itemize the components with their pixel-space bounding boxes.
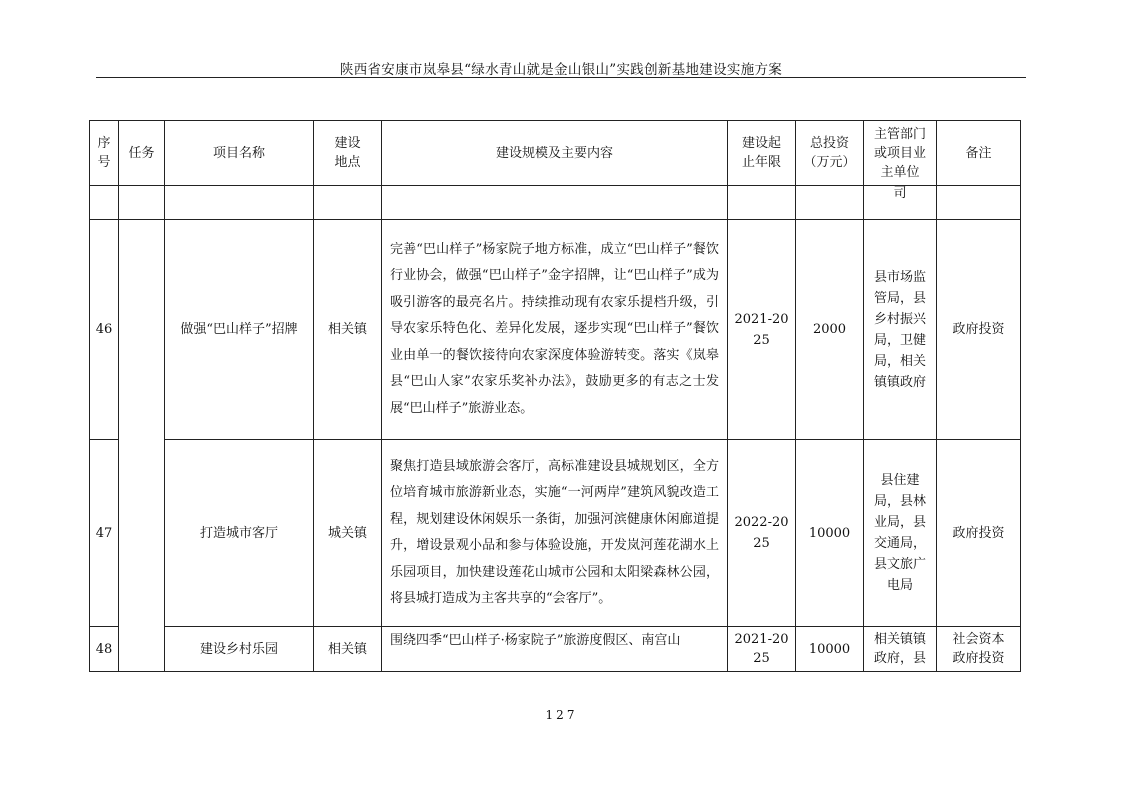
project-name: 做强“巴山样子”招牌 xyxy=(165,220,314,440)
table-header-row xyxy=(90,121,1021,186)
page-number: 127 xyxy=(545,708,578,722)
project-content: 完善“巴山样子”杨家院子地方标准，成立“巴山样子”餐饮行业协会，做强“巴山样子”金字招牌，让“巴山样子”成为吸引游客的最亮名片。持续推动现有农家乐提档升级，引导农家乐特色化、差异化发展，逐步实现“巴山样子”餐饮业由单一的餐饮接待向农家深度体验游转变。落实《岚皋县“巴山人家”农家乐奖补办法》，鼓励更多的有志之士发展“巴山样子”旅游业态。 xyxy=(382,220,728,440)
column-header-content: 建设规模及主要内容 xyxy=(382,121,728,186)
project-location: 相关镇 xyxy=(314,220,382,440)
project-table xyxy=(89,120,1021,672)
project-remark: 政府投资 xyxy=(937,440,1021,627)
task-cell xyxy=(119,220,165,672)
column-header-no: 序号 xyxy=(90,121,119,186)
column-header-location: 建设地点 xyxy=(314,121,382,186)
table-row xyxy=(90,627,1021,672)
project-name: 建设乡村乐园 xyxy=(165,627,314,672)
project-investment: 10000 xyxy=(796,440,864,627)
project-content: 围绕四季“巴山样子·杨家院子”旅游度假区、南宫山 xyxy=(382,627,728,672)
project-investment: 2000 xyxy=(796,220,864,440)
table-row xyxy=(90,220,1021,440)
project-dept: 相关镇镇政府，县 xyxy=(864,627,937,672)
row-number: 48 xyxy=(90,627,119,672)
project-investment: 10000 xyxy=(796,627,864,672)
column-header-remark: 备注 xyxy=(937,121,1021,186)
project-remark: 社会资本政府投资 xyxy=(937,627,1021,672)
project-location: 城关镇 xyxy=(314,440,382,627)
row-number: 47 xyxy=(90,440,119,627)
document-header-title: 陕西省安康市岚皋县“绿水青山就是金山银山”实践创新基地建设实施方案 xyxy=(339,62,783,78)
project-remark: 政府投资 xyxy=(937,220,1021,440)
table-row-continuation xyxy=(90,186,1021,220)
column-header-period: 建设起止年限 xyxy=(728,121,796,186)
row-number: 46 xyxy=(90,220,119,440)
project-dept: 县市场监管局，县乡村振兴局，卫健局，相关镇镇政府 xyxy=(864,220,937,440)
column-header-investment: 总投资（万元） xyxy=(796,121,864,186)
column-header-name: 项目名称 xyxy=(165,121,314,186)
project-location: 相关镇 xyxy=(314,627,382,672)
header-divider xyxy=(96,77,1026,78)
project-period: 2021-2025 xyxy=(728,220,796,440)
dept-cell-continued: 司 xyxy=(864,186,937,220)
project-period: 2022-2025 xyxy=(728,440,796,627)
project-dept: 县住建局，县林业局，县交通局，县文旅广电局 xyxy=(864,440,937,627)
column-header-dept: 主管部门或项目业主单位 xyxy=(864,121,937,186)
project-period: 2021-2025 xyxy=(728,627,796,672)
table-row xyxy=(90,440,1021,627)
project-name: 打造城市客厅 xyxy=(165,440,314,627)
column-header-task: 任务 xyxy=(119,121,165,186)
project-content: 聚焦打造县域旅游会客厅，高标准建设县城规划区，全方位培育城市旅游新业态，实施“一河两岸”建筑风貌改造工程，规划建设休闲娱乐一条街，加强河滨健康休闲廊道提升，增设景观小品和参与体验设施，开发岚河莲花湖水上乐园项目，加快建设莲花山城市公园和太阳梁森林公园，将县城打造成为主客共享的“会客厅”。 xyxy=(382,440,728,627)
